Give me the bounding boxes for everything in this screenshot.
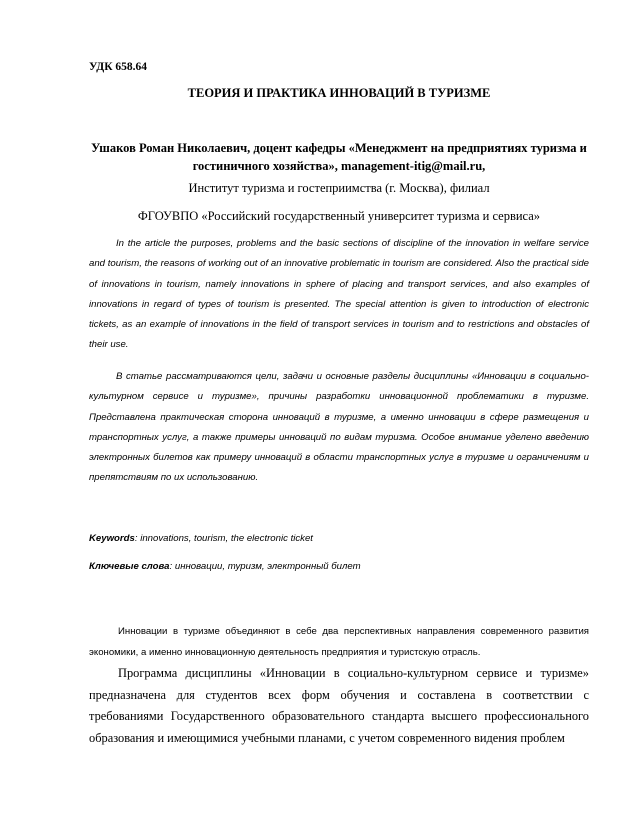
body-paragraph-1 (89, 622, 589, 663)
author-line-1: Ушаков Роман Николаевич, доцент кафедры «Менеджмент на предприятиях туризма и (91, 141, 587, 155)
author-block (89, 139, 589, 175)
abstract-russian (89, 367, 589, 489)
body-paragraph-2-text: Программа дисциплины «Инновации в социально-культурном сервисе и туризме» предназначена для студентов всех форм обучения и составлена в соответствии с требованиями Государственного образовательного стандарта высшего профессионального образования и имеющимися учебными планами, с учетом современного видения проблем (89, 666, 589, 745)
keywords-english-text: : innovations, tourism, the electronic ticket (134, 533, 313, 544)
keywords-russian-label: Ключевые слова (89, 561, 170, 572)
author-line-2: гостиничного хозяйства», management-itig@mail.ru, (192, 159, 486, 173)
keywords-english-label: Keywords (89, 533, 135, 544)
keywords-russian-text: : инновации, туризм, электронный билет (169, 561, 361, 572)
paper-title: ТЕОРИЯ И ПРАКТИКА ИННОВАЦИЙ В ТУРИЗМЕ (187, 86, 491, 100)
abstract-english-text: In the article the purposes, problems and the basic sections of discipline of the innovation in welfare service and tourism, the reasons of working out of an innovative problematic in tourism are considered. Also the practical side of innovations in tourism, namely innovations in sphere of placing and transport services, and also examples of innovations in regard of types of tourism is presented. The special attention is given to introduction of electronic tickets, as an example of innovations in the field of transport services in tourism and to restrictions and obstacles of their use. (89, 238, 589, 351)
body-paragraph-1-text: Инновации в туризме объединяют в себе два перспективных направления современного развития экономики, а именно инновационную деятельность предприятия и туристскую отрасль. (89, 626, 589, 658)
udk-code: УДК 658.64 (89, 61, 148, 73)
university-line: ФГОУВПО «Российский государственный университет туризма и сервиса» (137, 209, 541, 223)
abstract-english (89, 234, 589, 356)
keywords-english (89, 533, 589, 544)
body-paragraph-2 (89, 663, 589, 749)
abstract-russian-text: В статье рассматриваются цели, задачи и основные разделы дисциплины «Инновации в социально-культурном сервисе и туризме», причины разработки инновационной проблематики в туризме. Представлена практическая сторона инноваций в туризме, а именно инновации в сфере размещения и транспортных услуг, а также примеры инноваций по видам туризма. Особое внимание уделено введению электронных билетов как примеру инноваций в области транспортных услуг в туризме и ограничениям и препятствиям по их использованию. (89, 371, 589, 484)
institute-line: Институт туризма и гостеприимства (г. Москва), филиал (188, 181, 490, 195)
keywords-russian (89, 561, 589, 572)
